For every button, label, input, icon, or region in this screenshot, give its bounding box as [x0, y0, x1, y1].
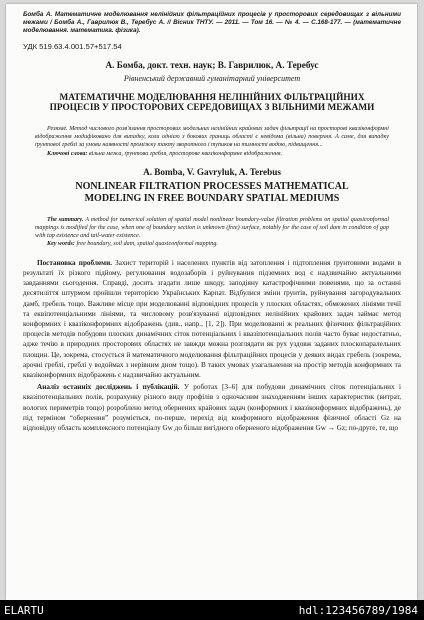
- affiliation: Рівненський державний гуманітарний університет: [123, 73, 301, 83]
- literature-review-text: У роботах [3–6] для побудови динамічних сіток потенціальних і квазіпотенціальних полів, розрахунку різного виду профілів з одночасним знаходженням інших характеристик (витрат, вологих периметрів тощо) розроблено метод обернених крайових задач (конформних і квазіконформних відображень), де під терміном “обернення” розуміється, по-перше, перехід від конформного відображення фізичної області Gz на відповідну область комплексного потенціалу Gw до більш вигідного оберненого відображення Gw → Gz; по-друге, те, що: [23, 383, 401, 433]
- problem-statement-text: Захист територій і населених пунктів від затоплення і підтоплення ґрунтовими водами в результаті їх різкого підйому, регулювання водозаборів і руйнування підземних вод є надзвичайно актуальними завданнями сьогодення. Справді, досить згадати лише шкоду, заподіяну катастрофічними повенями, що за останні десятиліття штурмом пройшли територією Українських Карпат. Відбулися зміни ґрунтів, руйнування загородувальних дамб, гребель тощо. Важливе місце при моделюванні відповідних процесів у плоских областях, обмежених лініями течії та еквіпотенціальними лініями, та числовому розв'язуванні відповідних нелінійних крайових задач займає метод конформних і квазіконформних відображень (див., напр., [1, 2]). При моделюванні ж реальних фізичних фільтраційних процесів методів побудови плоских динамічних сіток потенціальних і квазіпотенціальних полів часто буває недостатньо, адже течію в природних просторових областях не завжди можна розглядати як рух уздовж заданих плоскопаралельних площин. Це, зокрема, стосується й математичного моделювання фільтраційних процесів у деяких видах гребель (зокрема, арочні греблі, греблі у водоймах з нерівним дном тощо). В таких умовах узагальнення на простір методів конформних та квазіконформних відображень є надзвичайно актуальним.: [23, 258, 402, 380]
- keywords-en: [35, 240, 389, 248]
- problem-statement-heading: Постановка проблеми.: [37, 258, 113, 267]
- bibliographic-citation: Бомба А. Математичне моделювання нелінійних фільтраційних процесів у просторових середовищах з вільними межами / Бомба А., Гаврилюк В., Теребус А. // Вісник ТНТУ. — 2011. — Том 16. — № 4. — С.168-177. — (математичне моделювання. математика. фізика).: [23, 11, 401, 35]
- keywords-en-label: Key words:: [47, 241, 75, 248]
- authors-ua: А. Бомба, докт. техн. наук; В. Гаврилюк, А. Теребус: [105, 59, 319, 70]
- literature-review-heading: Аналіз останніх досліджень і публікацій.: [37, 383, 180, 392]
- paragraph-problem-statement: [23, 258, 401, 381]
- keywords-ua-label: Ключові слова:: [47, 150, 88, 157]
- authors-en: A. Bomba, V. Gavryluk, A. Terebus: [143, 166, 281, 177]
- abstract-ua: Резюме. Метод числового розв'язання просторових модельних нелінійних крайових задач фільтрації на просторові квазіконформні відображення модифіковано для випадку, коли однією з бокових границь області є невідома (вільна) поверхня. А саме, для випадку ґрунтової греблі за умови наявності проміжку такту зворотного і тупиков на тимності водою, підвищення...: [35, 125, 389, 149]
- keywords-en-text: free boundary, soil dam, spatial quasiconformal mapping.: [76, 241, 218, 248]
- summary-en-label: The summary.: [47, 216, 84, 223]
- keywords-ua-text: вільна межа, ґрунтова гребля, просторове квазіконформне відображення.: [88, 150, 283, 157]
- document-page: [6, 4, 417, 600]
- repository-footer-bar: [0, 600, 424, 620]
- paragraph-literature-review: [23, 382, 401, 433]
- keywords-ua: [35, 150, 389, 158]
- title-ua: МАТЕМАТИЧНЕ МОДЕЛЮВАННЯ НЕЛІНІЙНИХ ФІЛЬТРАЦІЙНИХ ПРОЦЕСІВ У ПРОСТОРОВИХ СЕРЕДОВИЩАХ З ВІЛЬНИМИ МЕЖАМИ: [49, 92, 375, 114]
- page-content: [23, 11, 401, 435]
- handle-id: hdl:123456789/1984: [298, 604, 418, 617]
- summary-en-text: A method for numerical solution of spatial model nonlinear boundary-value filtration problems on spatial quasiconformal mappings is modified for the case, when one of boundary section is unknown (free) surface, notably for the case of soil dam in condition of gap with top existence and tail-water existence.: [35, 216, 390, 240]
- title-en: NONLINEAR FILTRATION PROCESSES MATHEMATICAL MODELING IN FREE BOUNDARY SPATIAL MEDIUMS: [75, 180, 349, 204]
- abstract-en: [35, 216, 389, 241]
- repository-name: ELARTU: [4, 604, 44, 617]
- udc-code: УДК 519.63.4.001.57+517.54: [23, 41, 122, 51]
